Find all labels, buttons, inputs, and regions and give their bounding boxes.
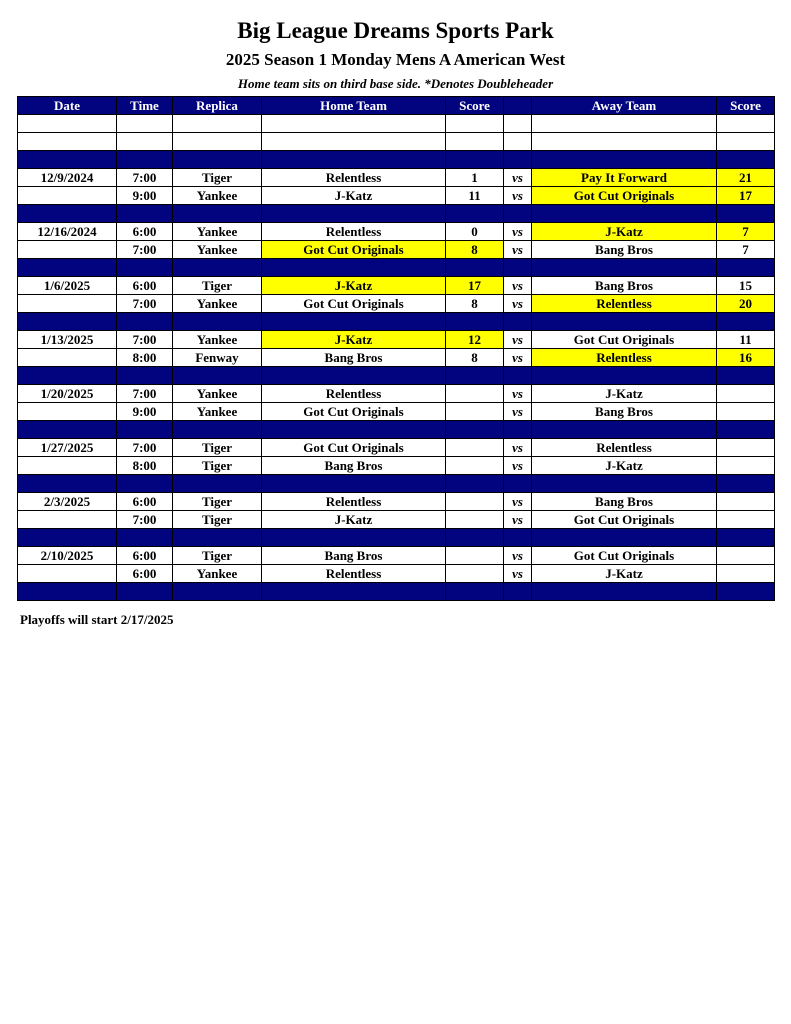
away-team-cell: J-Katz — [532, 385, 717, 403]
playoffs-note: Playoffs will start 2/17/2025 — [20, 612, 174, 627]
vs-label: vs — [504, 349, 532, 367]
page-note: Home team sits on third base side. *Denotes Doubleheader — [237, 76, 554, 91]
away-team-cell: Pay It Forward — [532, 169, 717, 187]
blank-cell — [504, 115, 532, 133]
time-cell: 7:00 — [117, 331, 173, 349]
vs-label: vs — [504, 241, 532, 259]
away-score-cell: 16 — [717, 349, 775, 367]
away-score-cell — [717, 439, 775, 457]
vs-label: vs — [504, 331, 532, 349]
replica-cell: Tiger — [173, 457, 262, 475]
time-cell: 7:00 — [117, 385, 173, 403]
home-team-cell: Bang Bros — [262, 349, 446, 367]
blank-cell — [717, 133, 775, 151]
separator-cell — [262, 583, 446, 601]
home-team-cell: Relentless — [262, 169, 446, 187]
replica-cell: Yankee — [173, 187, 262, 205]
separator-cell — [504, 259, 532, 277]
vs-label: vs — [504, 403, 532, 421]
vs-label: vs — [504, 565, 532, 583]
separator-cell — [446, 583, 504, 601]
separator-cell — [18, 205, 117, 223]
date-cell: 1/20/2025 — [18, 385, 117, 403]
time-cell: 6:00 — [117, 223, 173, 241]
separator-cell — [262, 205, 446, 223]
game-row — [18, 349, 775, 367]
separator-cell — [717, 259, 775, 277]
away-score-cell: 15 — [717, 277, 775, 295]
game-row — [18, 169, 775, 187]
separator-cell — [504, 367, 532, 385]
blank-cell — [717, 115, 775, 133]
separator-cell — [117, 583, 173, 601]
vs-label: vs — [504, 385, 532, 403]
separator-cell — [117, 259, 173, 277]
week-separator-row — [18, 313, 775, 331]
separator-cell — [117, 475, 173, 493]
home-score-cell — [446, 565, 504, 583]
col-header-home-team: Home Team — [262, 97, 446, 115]
vs-label: vs — [504, 277, 532, 295]
away-score-cell — [717, 511, 775, 529]
blank-cell — [18, 133, 117, 151]
time-cell: 7:00 — [117, 169, 173, 187]
col-header-away-score: Score — [717, 97, 775, 115]
away-team-cell: Bang Bros — [532, 241, 717, 259]
replica-cell: Tiger — [173, 493, 262, 511]
replica-cell: Fenway — [173, 349, 262, 367]
home-team-cell: Got Cut Originals — [262, 439, 446, 457]
date-cell — [18, 565, 117, 583]
game-row — [18, 439, 775, 457]
blank-cell — [532, 115, 717, 133]
col-header-vs — [504, 97, 532, 115]
away-team-cell: J-Katz — [532, 457, 717, 475]
game-row — [18, 493, 775, 511]
home-score-cell: 8 — [446, 241, 504, 259]
separator-cell — [717, 583, 775, 601]
home-team-cell: Got Cut Originals — [262, 403, 446, 421]
away-team-cell: J-Katz — [532, 223, 717, 241]
away-score-cell: 21 — [717, 169, 775, 187]
vs-label: vs — [504, 187, 532, 205]
blank-cell — [532, 133, 717, 151]
blank-cell — [117, 133, 173, 151]
separator-cell — [532, 151, 717, 169]
home-score-cell — [446, 403, 504, 421]
time-cell: 7:00 — [117, 241, 173, 259]
home-score-cell: 17 — [446, 277, 504, 295]
home-team-cell: Relentless — [262, 385, 446, 403]
away-score-cell: 11 — [717, 331, 775, 349]
away-team-cell: Got Cut Originals — [532, 511, 717, 529]
separator-cell — [532, 205, 717, 223]
separator-cell — [717, 367, 775, 385]
away-score-cell — [717, 547, 775, 565]
separator-cell — [532, 529, 717, 547]
replica-cell: Tiger — [173, 511, 262, 529]
separator-cell — [446, 367, 504, 385]
away-score-cell: 17 — [717, 187, 775, 205]
away-team-cell: Got Cut Originals — [532, 187, 717, 205]
blank-cell — [504, 133, 532, 151]
separator-cell — [173, 151, 262, 169]
away-score-cell — [717, 565, 775, 583]
vs-label: vs — [504, 295, 532, 313]
game-row — [18, 295, 775, 313]
date-cell — [18, 187, 117, 205]
home-team-cell: J-Katz — [262, 511, 446, 529]
week-separator-row — [18, 475, 775, 493]
date-cell: 2/10/2025 — [18, 547, 117, 565]
separator-cell — [446, 259, 504, 277]
col-header-away-team: Away Team — [532, 97, 717, 115]
away-team-cell: Got Cut Originals — [532, 547, 717, 565]
replica-cell: Yankee — [173, 241, 262, 259]
separator-cell — [18, 421, 117, 439]
date-cell: 1/27/2025 — [18, 439, 117, 457]
time-cell: 6:00 — [117, 547, 173, 565]
week-separator-row — [18, 259, 775, 277]
separator-cell — [173, 367, 262, 385]
separator-cell — [173, 475, 262, 493]
separator-cell — [18, 313, 117, 331]
col-header-home-score: Score — [446, 97, 504, 115]
separator-cell — [173, 313, 262, 331]
schedule-table — [17, 96, 775, 601]
vs-label: vs — [504, 223, 532, 241]
separator-cell — [117, 151, 173, 169]
home-score-cell: 1 — [446, 169, 504, 187]
separator-cell — [173, 205, 262, 223]
col-header-replica: Replica — [173, 97, 262, 115]
separator-cell — [717, 475, 775, 493]
separator-cell — [173, 529, 262, 547]
away-score-cell — [717, 403, 775, 421]
game-row — [18, 565, 775, 583]
away-score-cell — [717, 457, 775, 475]
home-score-cell: 11 — [446, 187, 504, 205]
separator-cell — [532, 421, 717, 439]
replica-cell: Yankee — [173, 331, 262, 349]
time-cell: 8:00 — [117, 457, 173, 475]
separator-cell — [717, 421, 775, 439]
separator-cell — [504, 313, 532, 331]
home-team-cell: Got Cut Originals — [262, 295, 446, 313]
home-score-cell: 8 — [446, 349, 504, 367]
home-team-cell: Bang Bros — [262, 547, 446, 565]
separator-cell — [117, 529, 173, 547]
date-cell: 1/13/2025 — [18, 331, 117, 349]
time-cell: 9:00 — [117, 187, 173, 205]
col-header-time: Time — [117, 97, 173, 115]
blank-cell — [262, 133, 446, 151]
date-cell — [18, 511, 117, 529]
separator-cell — [117, 313, 173, 331]
blank-cell — [446, 115, 504, 133]
home-score-cell: 8 — [446, 295, 504, 313]
game-row — [18, 187, 775, 205]
separator-cell — [18, 367, 117, 385]
game-row — [18, 223, 775, 241]
vs-label: vs — [504, 511, 532, 529]
separator-cell — [262, 529, 446, 547]
vs-label: vs — [504, 439, 532, 457]
separator-cell — [446, 529, 504, 547]
game-row — [18, 403, 775, 421]
game-row — [18, 547, 775, 565]
away-team-cell: Bang Bros — [532, 493, 717, 511]
replica-cell: Yankee — [173, 385, 262, 403]
blank-cell — [117, 115, 173, 133]
separator-cell — [18, 529, 117, 547]
vs-label: vs — [504, 547, 532, 565]
blank-cell — [18, 115, 117, 133]
col-header-date: Date — [18, 97, 117, 115]
time-cell: 8:00 — [117, 349, 173, 367]
separator-cell — [446, 475, 504, 493]
separator-cell — [504, 475, 532, 493]
week-separator-row — [18, 421, 775, 439]
away-team-cell: Bang Bros — [532, 403, 717, 421]
home-score-cell — [446, 511, 504, 529]
home-score-cell — [446, 385, 504, 403]
separator-cell — [117, 367, 173, 385]
separator-cell — [717, 313, 775, 331]
separator-cell — [504, 421, 532, 439]
time-cell: 6:00 — [117, 565, 173, 583]
game-row — [18, 511, 775, 529]
separator-cell — [173, 259, 262, 277]
time-cell: 7:00 — [117, 439, 173, 457]
week-separator-row — [18, 529, 775, 547]
date-cell: 12/16/2024 — [18, 223, 117, 241]
replica-cell: Tiger — [173, 439, 262, 457]
home-score-cell: 0 — [446, 223, 504, 241]
game-row — [18, 331, 775, 349]
separator-cell — [18, 151, 117, 169]
vs-label: vs — [504, 457, 532, 475]
separator-cell — [262, 313, 446, 331]
away-score-cell: 7 — [717, 241, 775, 259]
separator-cell — [532, 475, 717, 493]
table-header-row — [18, 97, 775, 115]
away-team-cell: Got Cut Originals — [532, 331, 717, 349]
replica-cell: Yankee — [173, 223, 262, 241]
blank-row — [18, 115, 775, 133]
date-cell: 12/9/2024 — [18, 169, 117, 187]
vs-label: vs — [504, 493, 532, 511]
separator-cell — [262, 367, 446, 385]
time-cell: 6:00 — [117, 493, 173, 511]
blank-row — [18, 133, 775, 151]
game-row — [18, 277, 775, 295]
separator-cell — [173, 421, 262, 439]
week-separator-row — [18, 151, 775, 169]
home-score-cell — [446, 439, 504, 457]
separator-cell — [532, 367, 717, 385]
game-row — [18, 457, 775, 475]
separator-cell — [446, 205, 504, 223]
date-cell — [18, 457, 117, 475]
away-team-cell: Relentless — [532, 439, 717, 457]
home-team-cell: J-Katz — [262, 277, 446, 295]
date-cell — [18, 349, 117, 367]
separator-cell — [173, 583, 262, 601]
week-separator-row — [18, 367, 775, 385]
away-score-cell — [717, 493, 775, 511]
time-cell: 7:00 — [117, 511, 173, 529]
home-team-cell: Relentless — [262, 493, 446, 511]
home-score-cell: 12 — [446, 331, 504, 349]
home-team-cell: Bang Bros — [262, 457, 446, 475]
time-cell: 7:00 — [117, 295, 173, 313]
blank-cell — [173, 133, 262, 151]
vs-label: vs — [504, 169, 532, 187]
separator-cell — [532, 583, 717, 601]
time-cell: 9:00 — [117, 403, 173, 421]
date-cell — [18, 241, 117, 259]
week-separator-row — [18, 205, 775, 223]
replica-cell: Yankee — [173, 565, 262, 583]
home-score-cell — [446, 547, 504, 565]
separator-cell — [504, 583, 532, 601]
replica-cell: Yankee — [173, 403, 262, 421]
separator-cell — [717, 151, 775, 169]
away-team-cell: Bang Bros — [532, 277, 717, 295]
separator-cell — [446, 313, 504, 331]
separator-cell — [717, 529, 775, 547]
replica-cell: Tiger — [173, 169, 262, 187]
replica-cell: Yankee — [173, 295, 262, 313]
page-title: Big League Dreams Sports Park — [237, 18, 554, 43]
date-cell — [18, 295, 117, 313]
separator-cell — [446, 151, 504, 169]
replica-cell: Tiger — [173, 547, 262, 565]
separator-cell — [504, 205, 532, 223]
home-team-cell: Got Cut Originals — [262, 241, 446, 259]
away-score-cell: 7 — [717, 223, 775, 241]
separator-cell — [504, 151, 532, 169]
blank-cell — [173, 115, 262, 133]
separator-cell — [117, 421, 173, 439]
away-score-cell: 20 — [717, 295, 775, 313]
home-team-cell: J-Katz — [262, 331, 446, 349]
separator-cell — [262, 259, 446, 277]
separator-cell — [18, 259, 117, 277]
separator-cell — [262, 151, 446, 169]
separator-cell — [532, 313, 717, 331]
away-team-cell: J-Katz — [532, 565, 717, 583]
blank-cell — [446, 133, 504, 151]
separator-cell — [117, 205, 173, 223]
home-score-cell — [446, 457, 504, 475]
separator-cell — [262, 475, 446, 493]
separator-cell — [717, 205, 775, 223]
date-cell: 1/6/2025 — [18, 277, 117, 295]
away-score-cell — [717, 385, 775, 403]
blank-cell — [262, 115, 446, 133]
separator-cell — [504, 529, 532, 547]
away-team-cell: Relentless — [532, 349, 717, 367]
separator-cell — [446, 421, 504, 439]
time-cell: 6:00 — [117, 277, 173, 295]
home-score-cell — [446, 493, 504, 511]
game-row — [18, 385, 775, 403]
separator-cell — [18, 583, 117, 601]
separator-cell — [262, 421, 446, 439]
game-row — [18, 241, 775, 259]
replica-cell: Tiger — [173, 277, 262, 295]
home-team-cell: Relentless — [262, 223, 446, 241]
separator-cell — [18, 475, 117, 493]
away-team-cell: Relentless — [532, 295, 717, 313]
home-team-cell: Relentless — [262, 565, 446, 583]
home-team-cell: J-Katz — [262, 187, 446, 205]
date-cell: 2/3/2025 — [18, 493, 117, 511]
week-separator-row — [18, 583, 775, 601]
date-cell — [18, 403, 117, 421]
page-subtitle: 2025 Season 1 Monday Mens A American West — [225, 50, 566, 69]
separator-cell — [532, 259, 717, 277]
